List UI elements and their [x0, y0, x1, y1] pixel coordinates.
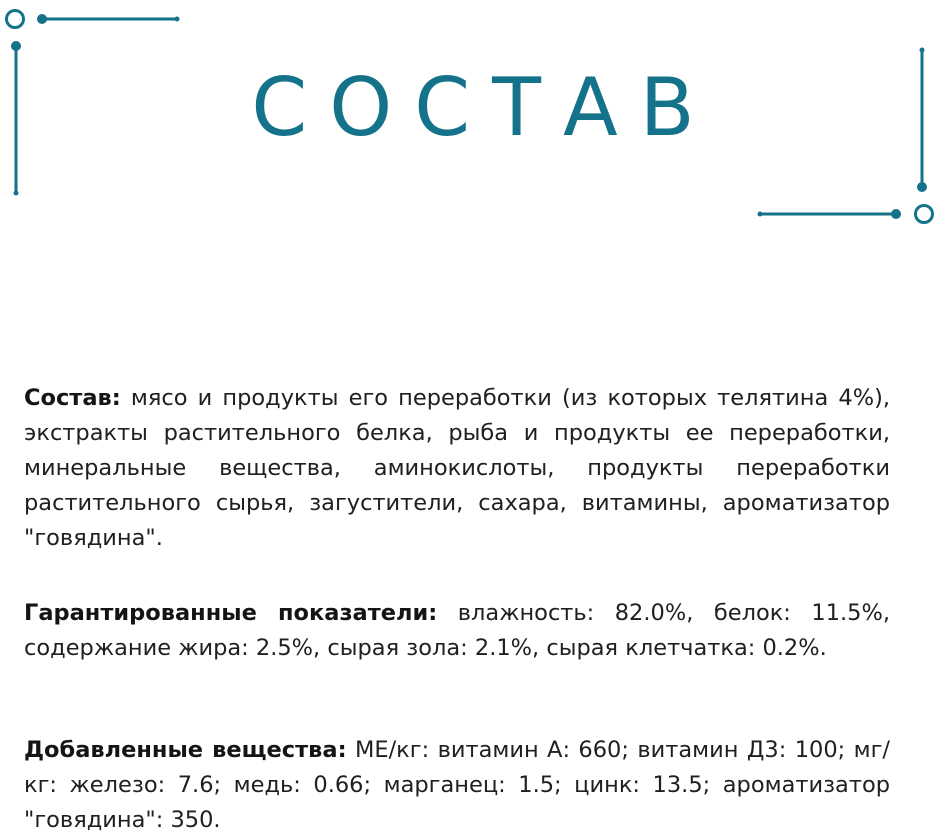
page-title: СОСТАВ: [251, 61, 717, 154]
dot-icon: [758, 212, 763, 217]
additives-text: МЕ/кг: витамин А: 660; витамин Д3: 100; мг/кг: железо: 7.6; медь: 0.66; марганец: 1.5; цинк: 13.5; ароматизатор "говядина": 350.: [24, 737, 890, 833]
guaranteed-analysis-text: влажность: 82.0%, белок: 11.5%, содержание жира: 2.5%, сырая зола: 2.1%, сырая клетчатка: 0.2%.: [24, 600, 891, 661]
dot-icon: [11, 41, 21, 51]
dot-icon: [14, 191, 19, 196]
additives-paragraph: [24, 733, 890, 838]
composition-paragraph: [24, 381, 890, 556]
dot-icon: [175, 17, 180, 22]
guaranteed-analysis-paragraph: [24, 596, 890, 666]
dot-icon: [920, 48, 925, 53]
dot-icon: [917, 182, 927, 192]
guaranteed-analysis-label: Гарантированные показатели:: [24, 600, 438, 626]
dot-icon: [891, 209, 901, 219]
corner-ring-icon: [7, 11, 24, 28]
additives-label: Добавленные вещества:: [24, 737, 347, 763]
composition-label: Состав:: [24, 385, 121, 411]
composition-text: мясо и продукты его переработки (из которых телятина 4%), экстракты растительного белка, рыба и продукты ее переработки, минеральные вещества, аминокислоты, продукты переработки растительного сырья, загустители, сахара, витамины, ароматизатор "говядина".: [24, 385, 890, 551]
dot-icon: [37, 14, 47, 24]
corner-ring-icon: [916, 206, 933, 223]
